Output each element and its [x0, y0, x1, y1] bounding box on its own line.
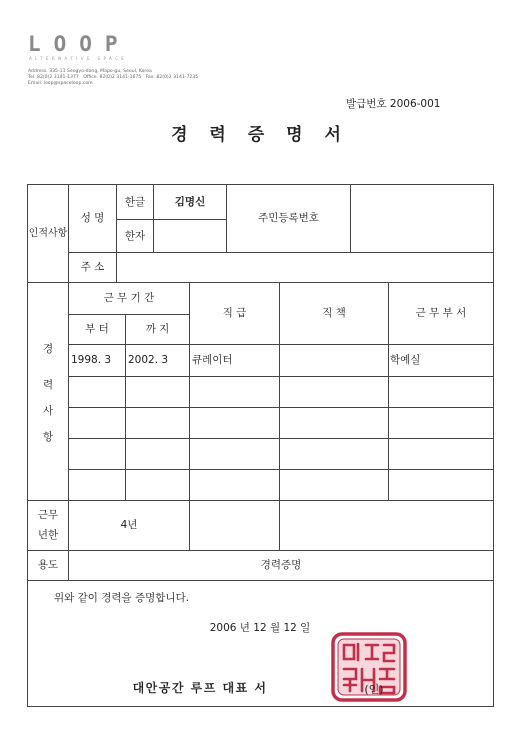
contact-line: Tel. 82(0)2 3141-1377 Office. 82(0)2 3141-1675 Fax. 82(0)2 3141-7235: [28, 75, 199, 81]
row-1-rank: 큐레이터: [192, 354, 233, 367]
issue-number: 발급번호 2006-001: [346, 98, 441, 110]
name-hanja-value: [154, 220, 226, 252]
certification-statement: 위와 같이 경력을 증명합니다.: [54, 591, 190, 604]
to-header: 까 지: [145, 323, 170, 336]
department-header: 근 무 부 서: [415, 307, 467, 320]
purpose-value: 경력증명: [260, 559, 302, 572]
resident-number-label: 주민등록번호: [258, 212, 319, 225]
loop-logo: LOOP: [28, 32, 131, 56]
personal-info-label: 인적사항: [28, 227, 68, 239]
purpose-label: 용도: [37, 559, 59, 572]
row-1-duty: [282, 345, 387, 376]
seal-mark: (인): [364, 682, 384, 696]
career-section-label: [43, 283, 57, 500]
document-title: 경 력 증 명 서: [171, 125, 349, 145]
address-value: [121, 253, 491, 282]
row-1-department: 학예실: [390, 354, 421, 367]
issue-date: 2006 년 12 월 12 일: [209, 621, 311, 634]
career-char: 사: [43, 405, 54, 417]
rank-header: 직 급: [222, 307, 247, 320]
hanja-label: 한자: [124, 229, 146, 242]
work-period-header: 근 무 기 간: [103, 292, 155, 305]
career-char: 항: [43, 431, 54, 443]
hangul-label: 한글: [124, 195, 146, 208]
address-label: 주 소: [80, 261, 105, 274]
row-1-to: 2002. 3: [128, 354, 169, 367]
duty-header: 직 책: [322, 307, 346, 320]
name-hangul-value: 김명신: [174, 195, 206, 208]
tenure-label: [28, 501, 68, 550]
resident-number-value: [351, 185, 493, 252]
tenure-label-line1: 근무: [37, 508, 59, 521]
tenure-value: 4년: [120, 519, 138, 532]
career-char: 경: [43, 343, 54, 355]
issuer-name: 대안공간 루프 대표 서: [132, 681, 268, 695]
name-label: 성 명: [80, 212, 105, 225]
row-1-from: 1998. 3: [71, 354, 112, 367]
tenure-label-line2: 년한: [37, 528, 59, 541]
from-header: 부 터: [85, 323, 109, 336]
career-char: 력: [43, 379, 54, 391]
email-line: Email. loop@spaceloop.com: [28, 81, 93, 87]
address-line: Address. 335-11 Seogyo-dong, Mapo-gu, Seoul, Korea: [28, 69, 152, 74]
logo-subtitle: ALTERNATIVE SPACE: [29, 56, 128, 61]
